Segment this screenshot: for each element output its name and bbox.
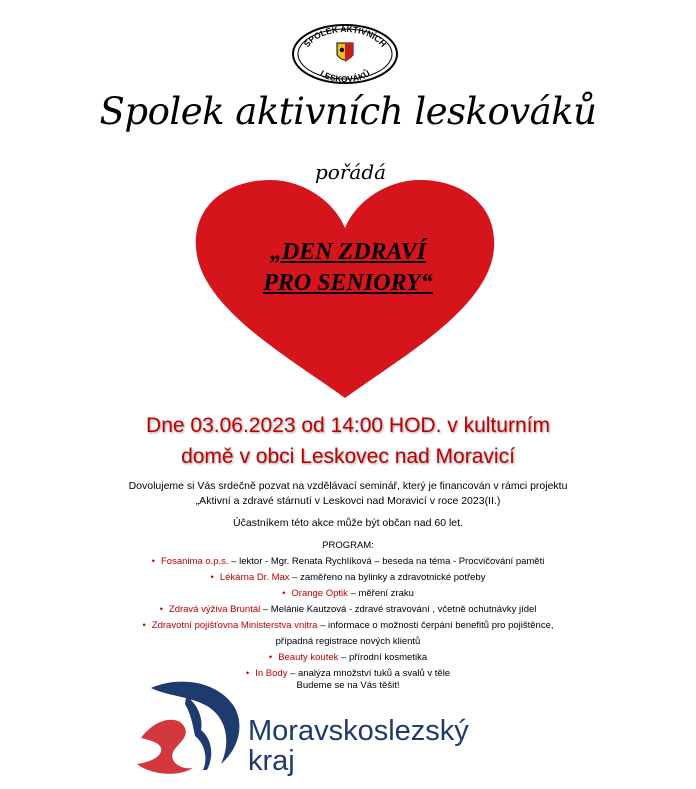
region-logo-icon (133, 678, 245, 778)
event-line1: „DEN ZDRAVÍ (269, 239, 427, 265)
program-desc: – Melánie Kautzová - zdravé stravování , včetně ochutnávky jídel (260, 604, 537, 615)
bullet-icon: • (210, 572, 214, 583)
region-name (248, 716, 469, 776)
program-item (0, 618, 696, 650)
intro-paragraph (0, 479, 696, 509)
participant-note: Účastníkem této akce může být občan nad 60 let. (233, 517, 463, 529)
logo-bottom-text: LESKOVÁKŮ (318, 68, 372, 85)
bullet-icon: • (245, 668, 250, 679)
bullet-icon: • (151, 556, 155, 567)
region-line1: Moravskoslezský (248, 715, 469, 747)
program-list (0, 554, 696, 682)
club-logo (291, 23, 399, 85)
program-org: Fosanima o.p.s. (160, 556, 229, 567)
program-org: Orange Optik (291, 588, 348, 599)
date-line2: domě v obci Leskovec nad Moravicí (181, 445, 515, 468)
program-item (0, 602, 696, 618)
intro-line2: „Aktivní a zdravé stárnutí v Leskovci nad Moravicí v roce 2023(II.) (195, 495, 501, 507)
program-item (0, 650, 696, 666)
program-item (0, 570, 696, 586)
intro-line1: Dovolujeme si Vás srdečně pozvat na vzdělávací seminář, který je financován v rámci projektu (128, 480, 568, 492)
program-desc: – měření zraku (347, 588, 414, 599)
event-date-location (0, 410, 696, 472)
event-line2: PRO SENIORY“ (263, 270, 433, 296)
program-org: In Body (255, 668, 288, 679)
program-desc: – analýza množství tuků a svalů v těle (287, 668, 451, 679)
program-org: Lékárna Dr. Max (219, 572, 290, 583)
program-desc: – přírodní kosmetika (338, 652, 428, 663)
bullet-icon: • (159, 604, 163, 615)
date-line1: Dne 03.06.2023 od 14:00 HOD. v kulturním (146, 414, 550, 437)
program-desc: – informace o možnosti čerpání benefitů pro pojištěnce, (317, 620, 554, 631)
bullet-icon: • (282, 588, 286, 599)
program-item (0, 554, 696, 570)
closing-text: Budeme se na Vás těšit! (296, 680, 400, 691)
bullet-icon: • (142, 620, 146, 631)
program-desc: – zaměřeno na bylinky a zdravotnické potřeby (289, 572, 486, 583)
program-org: Zdravá výživa Bruntál (168, 604, 261, 615)
program-label: PROGRAM: (322, 540, 374, 551)
logo-top-text: SPOLEK AKTIVNÍCH (301, 23, 389, 49)
bullet-icon: • (268, 652, 273, 663)
page-title: Spolek aktivních leskováků (99, 90, 597, 133)
event-name (218, 237, 478, 299)
program-desc-cont: případná registrace nových klientů (275, 636, 421, 647)
program-item (0, 586, 696, 602)
subtitle-porada: pořádá (315, 160, 387, 184)
program-desc: – lektor - Mgr. Renata Rychlíková – beseda na téma - Procvičování paměti (228, 556, 545, 567)
program-org: Zdravotní pojišťovna Ministerstva vnitra (151, 620, 318, 631)
region-line2: kraj (248, 745, 295, 777)
program-org: Beauty koutek (278, 652, 339, 663)
